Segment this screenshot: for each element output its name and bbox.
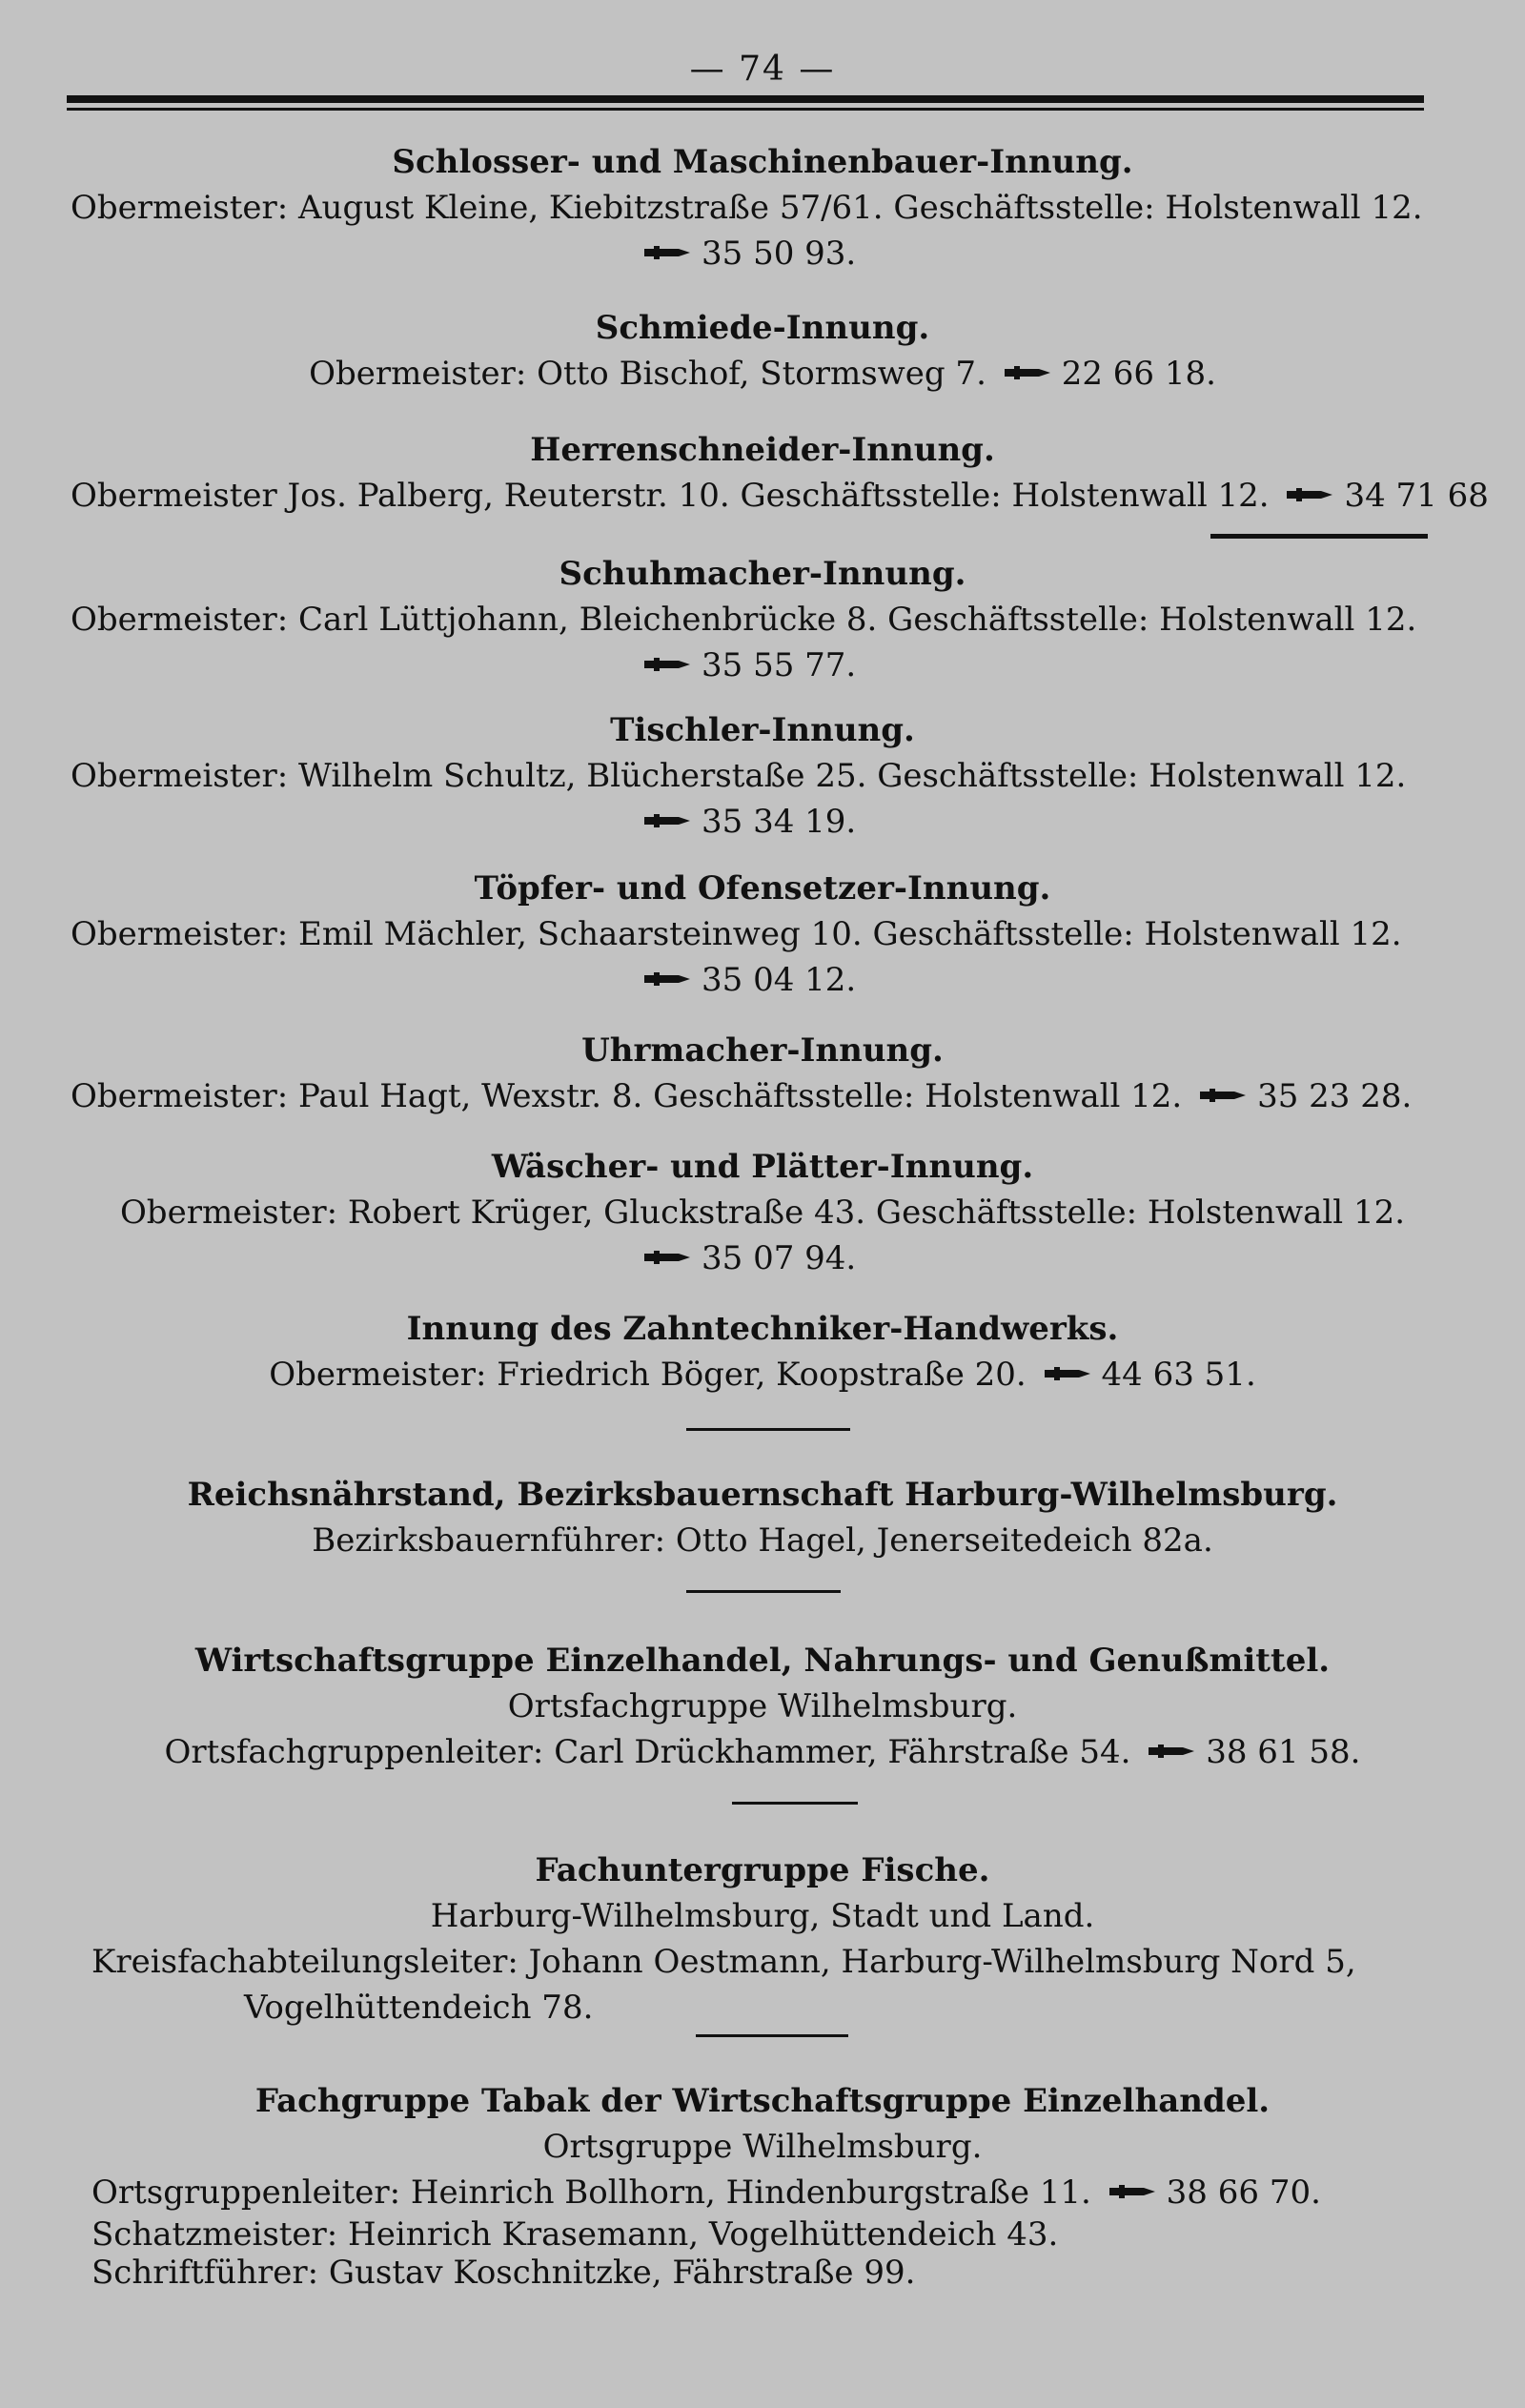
section-divider (686, 1428, 850, 1431)
section-heading: Innung des Zahntechniker-Handwerks. (406, 1310, 1119, 1348)
telephone-hand-icon (1285, 487, 1334, 502)
section-heading: Töpfer- und Ofensetzer-Innung. (474, 869, 1051, 908)
section-herrenschneider (0, 427, 1525, 519)
section-uhrmacher (0, 1028, 1525, 1119)
section-fische (0, 1847, 1525, 2030)
phone-number: 35 04 12. (702, 961, 857, 999)
section-tabak (0, 2078, 1525, 2292)
section-heading: Schmiede-Innung. (595, 309, 930, 347)
phone-line (0, 957, 1525, 1003)
phone-line (0, 799, 1525, 845)
section-schmiede (0, 305, 1525, 397)
section-line: Obermeister: August Kleine, Kiebitzstraße 57/61. Geschäftsstelle: Holstenwall 12. (71, 189, 1423, 227)
section-heading: Tischler-Innung. (610, 711, 915, 749)
section-text: Obermeister: Friedrich Böger, Koopstraße 20. (269, 1356, 1027, 1394)
section-heading: Wäscher- und Plätter-Innung. (491, 1148, 1034, 1186)
section-divider (1210, 534, 1428, 539)
phone-line (0, 231, 1525, 276)
section-text: Ortsfachgruppenleiter: Carl Drückhammer, Fährstraße 54. (164, 1733, 1131, 1771)
section-toepfer (0, 866, 1525, 1003)
phone-number: 22 66 18. (1061, 355, 1216, 393)
telephone-hand-icon (1198, 1088, 1248, 1103)
telephone-hand-icon (642, 971, 692, 987)
section-line (0, 2170, 1525, 2215)
telephone-hand-icon (642, 657, 692, 672)
telephone-hand-icon (1108, 2184, 1157, 2199)
phone-number: 38 61 58. (1206, 1733, 1361, 1771)
section-line (0, 473, 1525, 519)
phone-number: 34 71 68 (1344, 477, 1489, 515)
section-line: Obermeister: Robert Krüger, Gluckstraße 43. Geschäftsstelle: Holstenwall 12. (119, 1194, 1406, 1232)
section-line: Obermeister: Emil Mächler, Schaarsteinweg 10. Geschäftsstelle: Holstenwall 12. (71, 915, 1402, 953)
telephone-hand-icon (642, 245, 692, 260)
section-line (0, 1073, 1525, 1119)
section-schuhmacher (0, 551, 1525, 688)
section-heading: Herrenschneider-Innung. (530, 431, 995, 469)
section-line (0, 1352, 1525, 1398)
section-text: Obermeister: Paul Hagt, Wexstr. 8. Geschäftsstelle: Holstenwall 12. (71, 1077, 1183, 1115)
section-text: Obermeister: Otto Bischof, Stormsweg 7. (309, 355, 986, 393)
section-tischler (0, 707, 1525, 845)
phone-number: 44 63 51. (1101, 1356, 1256, 1394)
phone-number: 38 66 70. (1166, 2173, 1321, 2212)
section-line: Obermeister: Wilhelm Schultz, Blücherstaße 25. Geschäftsstelle: Holstenwall 12. (71, 757, 1407, 795)
section-heading: Reichsnährstand, Bezirksbauernschaft Harburg-Wilhelmsburg. (187, 1476, 1338, 1514)
phone-number: 35 34 19. (702, 803, 857, 841)
section-line: Schatzmeister: Heinrich Krasemann, Vogelhüttendeich 43. (92, 2215, 1059, 2254)
section-line (0, 351, 1525, 397)
section-heading: Schuhmacher-Innung. (559, 555, 966, 593)
phone-line (0, 643, 1525, 688)
telephone-hand-icon (1147, 1744, 1196, 1759)
page-number: — 74 — (689, 50, 836, 89)
phone-line (0, 1235, 1525, 1281)
telephone-hand-icon (1043, 1366, 1092, 1381)
section-line: Vogelhüttendeich 78. (244, 1989, 594, 2027)
telephone-hand-icon (642, 1250, 692, 1265)
section-line: Obermeister: Carl Lüttjohann, Bleichenbrücke 8. Geschäftsstelle: Holstenwall 12. (71, 601, 1417, 639)
section-line (0, 1729, 1525, 1775)
top-rule (67, 95, 1424, 103)
section-line: Ortsfachgruppe Wilhelmsburg. (507, 1687, 1018, 1725)
section-reichsnaehrstand (0, 1472, 1525, 1563)
section-heading: Wirtschaftsgruppe Einzelhandel, Nahrungs- und Genußmittel. (194, 1642, 1331, 1680)
section-heading: Uhrmacher-Innung. (581, 1031, 944, 1070)
section-text: Ortsgruppenleiter: Heinrich Bollhorn, Hindenburgstraße 11. (92, 2173, 1091, 2212)
section-heading: Schlosser- und Maschinenbauer-Innung. (392, 143, 1133, 181)
telephone-hand-icon (642, 813, 692, 828)
section-heading: Fachuntergruppe Fische. (535, 1851, 990, 1889)
section-line: Harburg-Wilhelmsburg, Stadt und Land. (430, 1897, 1095, 1935)
section-einzelhandel (0, 1638, 1525, 1775)
section-line: Ortsgruppe Wilhelmsburg. (542, 2128, 983, 2166)
section-divider (732, 1802, 858, 1805)
phone-number: 35 07 94. (702, 1239, 857, 1277)
section-text: Obermeister Jos. Palberg, Reuterstr. 10. Geschäftsstelle: Holstenwall 12. (71, 477, 1270, 515)
phone-number: 35 50 93. (702, 235, 857, 273)
section-line: Schriftführer: Gustav Koschnitzke, Fährstraße 99. (92, 2254, 916, 2292)
section-schlosser (0, 139, 1525, 276)
section-waescher (0, 1144, 1525, 1281)
section-line: Bezirksbauernführer: Otto Hagel, Jenerseitedeich 82a. (312, 1521, 1213, 1560)
telephone-hand-icon (1003, 365, 1052, 380)
top-rule-thin (67, 108, 1424, 111)
section-divider (686, 1590, 841, 1593)
section-zahntechniker (0, 1306, 1525, 1398)
section-line: Kreisfachabteilungsleiter: Johann Oestmann, Harburg-Wilhelmsburg Nord 5, (92, 1943, 1356, 1981)
phone-number: 35 55 77. (702, 646, 857, 684)
section-heading: Fachgruppe Tabak der Wirtschaftsgruppe Einzelhandel. (254, 2082, 1271, 2120)
phone-number: 35 23 28. (1257, 1077, 1413, 1115)
section-divider (696, 2034, 848, 2037)
